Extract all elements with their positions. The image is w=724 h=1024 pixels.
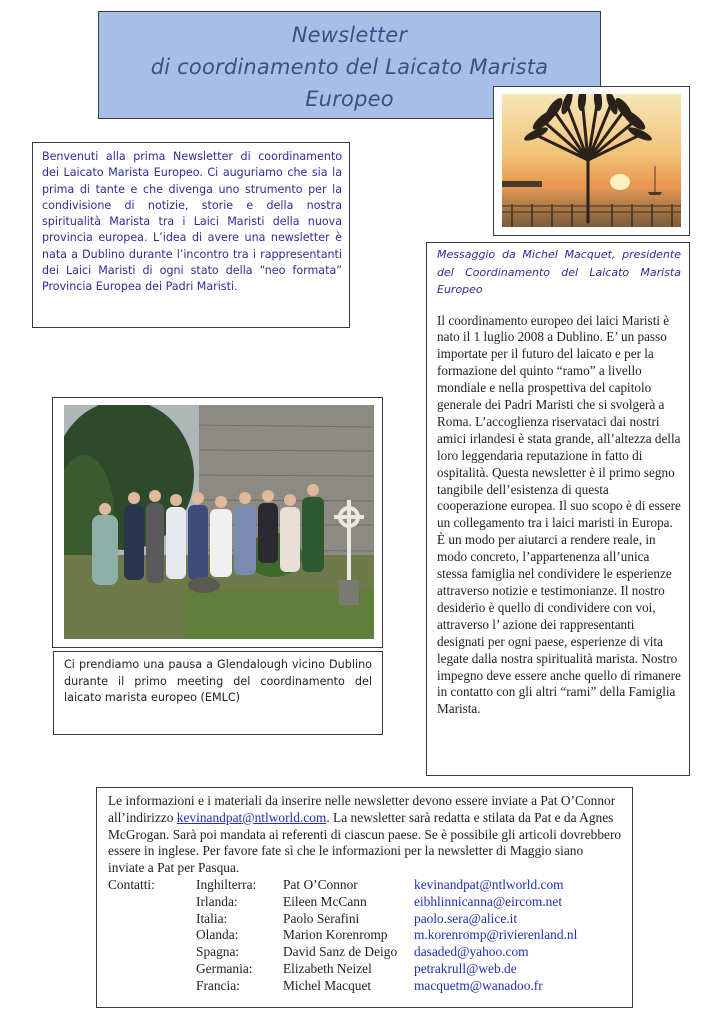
contact-country: Irlanda: bbox=[196, 893, 238, 909]
welcome-text: Benvenuti alla prima Newsletter di coordinamento dei Laicato Marista Europeo. Ci auguriamo che sia la prima di tante e che divenga uno strumento per la condivisione di notizie, storie e della nostra spiritualità Marista tra i Laici Maristi della nuova provincia europea. L’idea di avere una newsletter è nata a Dublino durante l’incontro tra i rappresentanti dei Laici Maristi di ogni stato della “neo formata” Provincia Europea dei Padri Maristi. bbox=[42, 150, 342, 294]
contact-country: Germania: bbox=[196, 960, 253, 976]
info-paragraph bbox=[108, 793, 622, 877]
contacts-table bbox=[108, 877, 622, 995]
photo-caption: Ci prendiamo una pausa a Glendalough vicino Dublino durante il primo meeting del coordinamento del laicato marista europeo (EMLC) bbox=[64, 658, 372, 704]
contact-name: Paolo Serafini bbox=[283, 910, 360, 926]
contact-email[interactable]: petrakrull@web.de bbox=[414, 960, 517, 976]
group-photo bbox=[64, 405, 374, 639]
contact-name: Eileen McCann bbox=[283, 893, 367, 909]
contact-email[interactable]: macquetm@wanadoo.fr bbox=[414, 977, 543, 993]
contact-row bbox=[108, 911, 622, 928]
message-body: Il coordinamento europeo dei laici Maristi è nato il 1 luglio 2008 a Dublino. E’ un passo importate per il futuro del laicato e per la formazione del quinto “ramo” a livello mondiale e nella prospettiva del capitolo generale dei Padri Maristi che si svolgerà a Roma. L’accoglienza riservataci dai nostri amici irlandesi è stata grande, all’altezza della loro leggendaria reputazione in fatto di ospitalità. Questa newsletter è il primo segno tangibile dell’esistenza di questa cooperazione europea. Il suo scopo è di essere un collegamento tra i laici maristi in Europa. È un modo per aiutarci a rendere reale, in modo concreto, l’appartenenza all’unica stessa famiglia nel condividere le esperienze attraverso notizie e testimonianze. Il nostro desiderio è quello di condividere con voi, attraverso l’ azione dei rappresentanti designati per ogni paese, esperienze di vita legate dalla nostra spiritualità marista. Nostro impegno deve essere anche quello di rimanere in contatto con gli altri “rami” della Famiglia Marista. bbox=[437, 312, 681, 717]
photo-caption-box bbox=[53, 651, 383, 735]
contact-country: Italia: bbox=[196, 910, 228, 926]
contact-country: Inghilterra: bbox=[196, 876, 257, 892]
info-text-before: Le informazioni e i materiali da inserire nelle newsletter devono essere inviate a Pat O’Connor all’indirizzo bbox=[108, 793, 616, 825]
contact-name: Marion Korenromp bbox=[283, 927, 388, 943]
contact-name: Michel Macquet bbox=[283, 977, 372, 993]
contact-email[interactable]: m.korenromp@rivierenland.nl bbox=[414, 927, 578, 943]
contact-email[interactable]: paolo.sera@alice.it bbox=[414, 910, 518, 926]
info-contacts-box bbox=[96, 787, 633, 1008]
contact-row bbox=[108, 894, 622, 911]
contact-row bbox=[108, 944, 622, 961]
contact-row bbox=[108, 961, 622, 978]
contact-name: Elizabeth Neizel bbox=[283, 960, 372, 976]
title-line-1: Newsletter bbox=[291, 23, 408, 47]
title-line-3: Europeo bbox=[305, 87, 394, 111]
group-photo-frame bbox=[52, 397, 383, 648]
palm-sunset-photo-frame bbox=[493, 86, 690, 236]
contact-country: Spagna: bbox=[196, 944, 240, 960]
contact-email[interactable]: dasaded@yahoo.com bbox=[414, 944, 529, 960]
contact-email[interactable]: eibhlinnicanna@eircom.net bbox=[414, 893, 563, 909]
contact-email[interactable]: kevinandpat@ntlworld.com bbox=[414, 876, 564, 892]
contact-country: Olanda: bbox=[196, 927, 239, 943]
contacts-label: Contatti: bbox=[108, 876, 155, 892]
palm-sunset-photo bbox=[502, 94, 681, 227]
info-text-after: . La newsletter sarà redatta e stilata da Pat e da Agnes McGrogan. Sarà poi mandata ai referenti di ciascun paese. Se è possibile gli articoli dovrebbero essere in inglese. Per favore fate sì che le informazioni per la newsletter di Maggio siano inviate a Pat per Pasqua. bbox=[108, 809, 622, 876]
contact-row bbox=[108, 927, 622, 944]
title-line-2: di coordinamento del Laicato Marista bbox=[150, 55, 549, 79]
contact-row bbox=[108, 978, 622, 995]
welcome-text-box bbox=[32, 142, 350, 328]
contact-country: Francia: bbox=[196, 977, 240, 993]
contact-row bbox=[108, 877, 622, 894]
contact-name: Pat O’Connor bbox=[283, 876, 358, 892]
contact-name: David Sanz de Deigo bbox=[283, 944, 398, 960]
info-email-link[interactable]: kevinandpat@ntlworld.com bbox=[176, 809, 327, 825]
president-message-box bbox=[426, 242, 690, 776]
message-heading: Messaggio da Michel Macquet, presidente del Coordinamento del Laicato Marista Europeo bbox=[437, 248, 681, 296]
